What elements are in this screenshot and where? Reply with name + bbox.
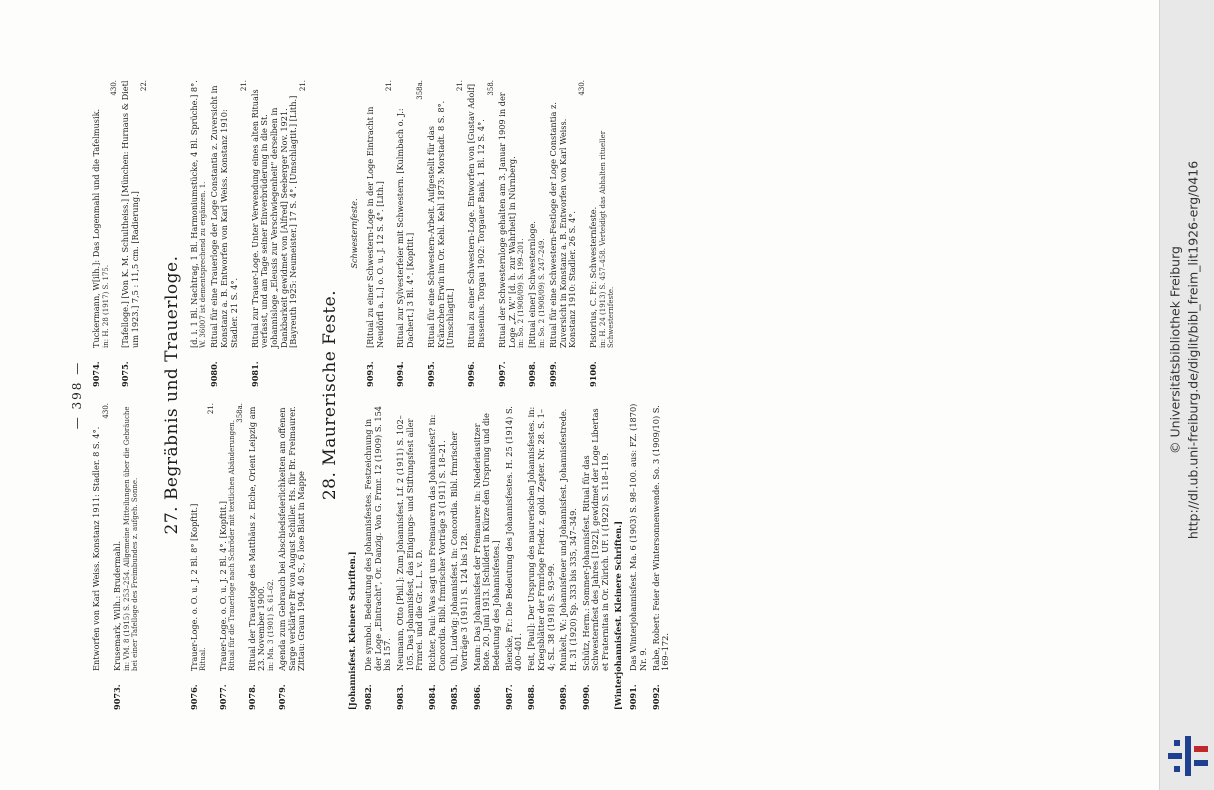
section-28-left — [348, 403, 673, 710]
bibliography-entry — [210, 80, 247, 387]
entry-body — [549, 80, 586, 348]
schwesternfeste-subtitle: Schwesternfeste. — [350, 198, 360, 269]
entry-note: Ritual. — [199, 647, 208, 671]
entry-text: Ritual für eine Trauerloge der Loge Constantia z. Zuversicht in Konstanz a. B. Entworfen von Karl Weiss. Konstanz 1910: Stadler. 21 S. 4°. — [209, 85, 239, 348]
top-columns — [92, 80, 152, 710]
entry-note: Ritual für die Trauerloge nach Schröder mit textlichen Abänderungen. — [228, 419, 237, 671]
entry-text: Ritual zu einer Schwestern-Loge. Entworfen von [Gustav Adolf] Bussenius. Torgau 1902: Torgauer Bank. 1 Bl. 12 S. 4°. — [466, 83, 486, 348]
entry-library-ref: 22. — [140, 80, 149, 92]
section-28-title: 28. Maurerische Feste. — [320, 289, 341, 501]
bibliography-entry — [278, 403, 307, 710]
entry-number: 9082. — [363, 684, 374, 710]
book-page-rotated — [70, 80, 1090, 710]
section-27-columns — [190, 80, 311, 710]
entry-text: Ritual zur Sylvesterfeier mit Schwestern. [Kulmbach o. J.: Dachert.] 3 Bl. 4°. [Kopftit.] — [395, 108, 416, 348]
bibliography-entry — [190, 80, 208, 387]
bibliography-entry — [450, 403, 469, 710]
johannisfest-list — [364, 403, 610, 710]
entry-number: 9081. — [249, 361, 260, 387]
entry-body — [427, 80, 464, 348]
entry-library-ref: 21. — [239, 80, 248, 92]
johannisfest-heading: [Johannisfest. Kleinere Schriften.] — [347, 551, 358, 710]
entry-number: 9073. — [112, 684, 123, 710]
bibliography-entry — [396, 403, 425, 710]
bibliography-entry — [467, 80, 495, 387]
winterjohannisfest-list — [629, 403, 671, 710]
section-28-right — [348, 80, 673, 387]
entry-number: 9095. — [426, 361, 437, 387]
bibliography-entry — [396, 80, 424, 387]
bibliography-entry — [219, 403, 245, 710]
entry-library-ref: 21. — [456, 80, 465, 92]
entry-body — [467, 80, 495, 348]
entry-library-ref: 21. — [385, 80, 394, 92]
entry-number: 9077. — [217, 684, 228, 710]
entry-body — [190, 80, 208, 348]
entry-body — [589, 80, 615, 348]
entry-number: 9075. — [120, 361, 131, 387]
entry-library-ref: 21. — [299, 80, 308, 92]
entry-number: 9097. — [496, 361, 507, 387]
bibliography-entry — [549, 80, 586, 387]
entry-number: 9092. — [650, 684, 661, 710]
entry-text: Ritual für eine Schwestern-Festloge der Loge Constantia z. Zuversicht in Konstanz a. B. Entworfen von Karl Weiss. Konstanz 1910: Stadler. 26 S. 4°. — [548, 102, 578, 348]
entry-library-ref: 21. — [207, 403, 216, 415]
entry-number: 9094. — [395, 361, 406, 387]
entry-number: 9089. — [558, 684, 569, 710]
bibliography-entry — [251, 80, 308, 387]
bibliography-entry — [473, 403, 502, 710]
entry-text: [d. i. 1 Bl. Nachtrag, 1 Bl. Harmoniumstücke, 4 Bl. Sprüche.] 8°. — [188, 80, 199, 348]
schwesternfeste-list — [366, 80, 615, 387]
entry-number: 9099. — [548, 361, 558, 387]
entry-number: 9100. — [588, 361, 599, 387]
page-number: — 398 — — [70, 360, 84, 430]
continued-right-column — [92, 80, 152, 387]
entry-body — [251, 80, 308, 348]
entry-number: 9087. — [503, 684, 514, 710]
entry-note: in: So. 2 (1908/09) S. 199–201. — [517, 238, 526, 348]
entry-note: W. 36007 ist dementsprechend zu ergänzen. 1. — [199, 181, 208, 348]
entry-body — [113, 403, 139, 671]
entry-body — [582, 403, 611, 671]
entry-number: 9090. — [580, 684, 591, 710]
entry-body — [121, 80, 149, 348]
entry-text: Trauer-Loge. o. O. u. J. 2 Bl. 8° [Kopftit.] — [188, 503, 199, 671]
entry-text: Richter, Paul: Was sagt uns Freimaurern das Johannisfest? in: Concordia. Bibl. frmrischer Vorträge 3 (1911) S. 18–21. — [427, 414, 447, 671]
entry-number: 9098. — [527, 361, 538, 387]
entry-body — [248, 403, 275, 671]
section-27-left — [190, 403, 311, 710]
section-27-right — [190, 80, 311, 387]
document-url[interactable]: http://dl.ub.uni-freiburg.de/diglit/bibl_freim_lit1926-erg/0416 — [1185, 160, 1201, 540]
entry-text: Schütz, Herm.: Sommer-Johannisfest. Ritual für das Schwesternfest des Jahres [1922], gewidmet der Loge Libertas et Fraternitas in Or. Zürich. UF. i (1922) S. 118–119. — [580, 408, 610, 671]
entry-body — [428, 403, 447, 671]
entry-body — [527, 403, 556, 671]
entry-text: Das Winterjohannisfest. Ma. 6 (1903) S. 98–100. aus: FZ. (1870) Nr. 9. — [628, 403, 648, 671]
entry-number: 9080. — [209, 361, 220, 387]
entry-text: [Ritual zu einer Schwestern-Loge in der Loge Eintracht in Neudörfl a. L.] o. O. u. J. 12 S. 4°. [Lith.] — [364, 106, 385, 348]
entry-text: Rabe, Robert: Feier der Wintersonnenwende. So. 3 (1909/10) S. 169–172. — [650, 405, 671, 671]
entry-number: 9085. — [449, 684, 460, 710]
bibliography-entry — [582, 403, 611, 710]
entry-library-ref: 430. — [109, 80, 118, 96]
section-28-columns — [348, 80, 673, 710]
entry-note: in: VM. 8 (1915) S. 253–254. Allgemeine Mitteilungen über die Gebräuche bei einer Tafelloge des Freimbundes z. aufgeh. Sonne. — [122, 406, 139, 671]
bibliography-entry — [427, 80, 464, 387]
entry-library-ref: 358a. — [236, 403, 245, 423]
entry-body — [629, 403, 648, 671]
entry-number: 9084. — [427, 684, 438, 710]
entry-body — [498, 80, 525, 348]
ub-freiburg-logo-icon — [1168, 736, 1208, 776]
entry-text: [Ritual einer] Schwesternloge. — [527, 220, 538, 348]
entry-body — [473, 403, 502, 671]
entry-text: Agenda zum Gebrauch bei Abschiedsfeierlichkeiten am offenen Sarge verklärter Br von August Schiller. Hs. für Br. Freimaurer. Zittau: Graun 1904. 40 S., 6 lose Blatt in Mappe — [277, 406, 307, 671]
bibliography-entry — [428, 403, 447, 710]
entry-number: 9078. — [246, 684, 257, 710]
entry-number — [92, 676, 110, 710]
bibliography-entry — [113, 403, 139, 710]
entry-body — [559, 403, 578, 671]
entry-body — [219, 403, 245, 671]
entry-body — [364, 403, 393, 671]
entry-number: 9091. — [628, 684, 639, 710]
entry-text: Ritual für eine Schwestern-Arbeit. Aufgestellt für das Kränzchen Erwin im Or. Kehl. Kehl 1873: Morstadt. 8 S. 8°. [Umschlagtit.] — [426, 100, 456, 348]
bibliography-entry — [505, 403, 524, 710]
entry-number: 9083. — [395, 684, 406, 710]
entry-number: 9074. — [91, 361, 102, 387]
bibliography-entry — [559, 403, 578, 710]
viewer-sidebar — [1159, 0, 1214, 790]
entry-library-ref: 430. — [101, 403, 110, 419]
entry-body — [190, 403, 216, 671]
entry-number: 9088. — [526, 684, 537, 710]
bibliography-entry — [652, 403, 671, 710]
bibliography-entry — [527, 403, 556, 710]
entry-note: in: H. 24 (1913) S. 457–458. Verteidigt das Abhalten ritueller Schwesternfeste. — [598, 130, 615, 348]
entry-text: Feit, [Paul]: Der Ursprung des maurerischen Johannisfestes. in: Kriegsblätter der Frmrloge Friedr. z. gold. Zepter. Nr. 28. S. 1–4; SL. 38 (1918) S. 93–99. — [526, 406, 556, 671]
entry-number: 9093. — [364, 361, 375, 387]
entry-body — [210, 80, 247, 348]
entry-text: Uhl, Ludwig: Johannisfest. in: Concordia. Bibl. frmrischer Vorträge 3 (1911) S. 124 bis 128. — [449, 431, 470, 671]
entry-text: Pistorius, C. Fr.: Schwesternfeste. — [588, 206, 599, 348]
entry-text: Krusemark, Wilh.: Brudermahl. — [112, 540, 123, 671]
bibliography-entry — [498, 80, 525, 387]
section-27-title: 27. Begräbnis und Trauerloge. — [161, 255, 182, 535]
entry-library-ref: 358a. — [415, 80, 424, 100]
entry-body — [366, 80, 394, 348]
entry-number — [190, 353, 208, 387]
entry-text: Munkelt, W.: Johannisfeuer und Johannisfest. Johannisfestrede. H. 31 (1920) Sp. 333 bis 335, 347–349. — [558, 408, 578, 671]
bibliography-entry — [589, 80, 615, 387]
entry-body — [396, 403, 425, 671]
entry-number: 9076. — [188, 684, 199, 710]
bibliography-entry — [629, 403, 648, 710]
entry-number: 9079. — [277, 684, 288, 710]
entry-library-ref: 358. — [486, 80, 495, 96]
entry-body — [278, 403, 307, 671]
entry-text: Tuckermann, W[ilh.]: Das Logenmahl und die Tafelmusik. — [91, 108, 102, 348]
entry-text: Trauer-Loge. o. O. u. J. 2 Bl. 4°. [Kopftit.] — [217, 501, 228, 671]
entry-body — [450, 403, 469, 671]
entry-text: Ritual zur Trauer-Loge. Unter Verwendung eines alten Rituals verfasst, und am Tage seiner Einverbrüderung in die St. Johannisloge „Eleusis zur Verschwiegenheit" derselben in Dankbarkeit gewidmet von [Alfred] Seeberger Nov. 1921. [Bayreuth 1925: Neumeister.] 17 S. 4°. [Umschlagtit.] [Lith.] — [249, 89, 299, 348]
entry-text: [Tafelloge.] [Von K. M. Schultheiss.] [München: Hurnaus & Dietl um 1923.] 7,5 : 11,5 cm. [Radierung.] — [120, 80, 140, 348]
copyright-notice: © Universitätsbibliothek Freiburg — [1167, 246, 1183, 454]
entry-body — [505, 403, 524, 671]
entry-text: Neumann, Otto [Phil.]: Zum Johannisfest. Lf. 2 (1911) S. 102–105. Das Johannisfest, das Einigungs- und Stiftungsfest aller Frmrei. und die Gr. L. L. v. D. — [395, 415, 425, 671]
entry-body — [92, 403, 110, 671]
bibliography-entry — [366, 80, 394, 387]
entry-body — [528, 80, 546, 348]
entry-text: Entworfen von Karl Weiss. Konstanz 1911: Stadler. 8 S. 4°. — [91, 426, 102, 671]
entry-text: Blencke, Fr.: Die Bedeutung des Johannisfestes. H. 25 (1914) S. 400–401. — [503, 406, 524, 671]
bibliography-entry — [121, 80, 149, 387]
entry-text: Ritual der Trauerloge des Matthäus z. Eiche, Orient Leipzig am 23. November 1900. — [246, 406, 267, 671]
winterjohannisfest-heading: [Winterjohannisfest. Kleinere Schriften.] — [612, 521, 623, 710]
bibliography-entry — [190, 403, 216, 710]
bibliography-entry — [364, 403, 393, 710]
entry-text: Die symbol. Bedeutung des Johannisfestes. Festzeichnung in der Loge „Eintracht", Or. Danzig. Von G. Frmr. 12 (1909) S. 154 bis 157. — [363, 406, 393, 671]
bibliography-entry — [248, 403, 275, 710]
entry-number: 9096. — [466, 361, 477, 387]
continued-left-column — [92, 403, 152, 710]
bibliography-entry — [92, 80, 118, 387]
entry-library-ref: 430. — [578, 80, 587, 96]
entry-number: 9086. — [471, 684, 482, 710]
entry-body — [396, 80, 424, 348]
entry-note: in: H. 28 (1917) S. 175. — [101, 264, 110, 348]
entry-body — [652, 403, 671, 671]
entry-note: in: So. 2 (1908/09) S. 247–249. — [537, 238, 546, 348]
entry-text: Ritual der Schwesternloge gehalten am 3. Januar 1909 in der Loge „Z. W." [d. h. zur Wahrheit] in Nürnberg. — [496, 92, 517, 348]
entry-text: Mann: Das Johannisfest der Freimaurer. in: Niederlausitzer Bote. 20. Juni 1913. [Schildert in Kürze den Ursprung und die Bedeutung des Johannisfestes.] — [471, 413, 502, 671]
bibliography-entry — [92, 403, 110, 710]
bibliography-entry — [528, 80, 546, 387]
entry-body — [92, 80, 118, 348]
entry-note: in: Ma. 3 (1901) S. 61–62. — [267, 579, 276, 671]
